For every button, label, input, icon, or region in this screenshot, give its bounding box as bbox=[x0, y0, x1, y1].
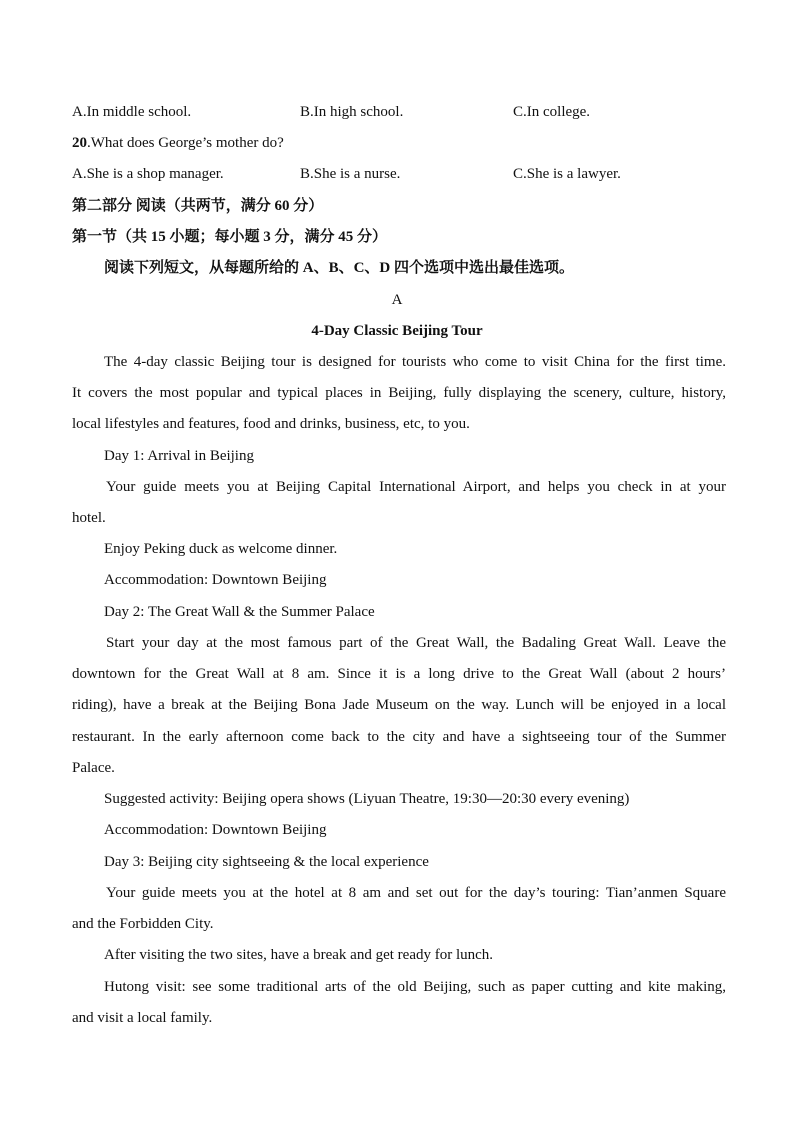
part2-suffix: 分） bbox=[289, 198, 324, 214]
sec1-prefix: 第一节（共 bbox=[72, 229, 151, 245]
day3-heading: Day 3: Beijing city sightseeing & the local experience bbox=[104, 854, 429, 870]
sec1-mid1: 小题；每小题 bbox=[165, 229, 264, 245]
day3-para1-line2: and the Forbidden City. bbox=[72, 916, 214, 932]
part2-prefix: 第二部分 阅读（共两节，满分 bbox=[72, 198, 275, 214]
day2-para1-line3: riding), have a break at the Beijing Bona Jade Museum on the way. Lunch will be enjoyed in a local bbox=[72, 697, 726, 713]
day2-para1-line2: downtown for the Great Wall at 8 am. Since it is a long drive to the Great Wall (about 2 hours’ bbox=[72, 666, 726, 682]
q19-option-b: B.In high school. bbox=[300, 104, 404, 120]
day3-para3-line2: and visit a local family. bbox=[72, 1010, 213, 1026]
reading-instruction: 阅读下列短文，从每题所给的 A、B、C、D 四个选项中选出最佳选项。 bbox=[104, 260, 575, 276]
intro-line-2: It covers the most popular and typical places in Beijing, fully displaying the scenery, culture, history, bbox=[72, 385, 726, 401]
q20-option-c: C.She is a lawyer. bbox=[513, 166, 621, 182]
q20-stem: .What does George’s mother do? bbox=[87, 135, 284, 151]
q19-option-a: A.In middle school. bbox=[72, 104, 192, 120]
passage-title: 4-Day Classic Beijing Tour bbox=[311, 323, 483, 339]
part2-score: 60 bbox=[274, 198, 290, 214]
sec1-total: 45 bbox=[338, 229, 354, 245]
q19-option-c: C.In college. bbox=[513, 104, 591, 120]
q20-number: 20 bbox=[72, 135, 87, 151]
q20-option-a: A.She is a shop manager. bbox=[72, 166, 224, 182]
day3-para2: After visiting the two sites, have a break and get ready for lunch. bbox=[104, 947, 494, 963]
day2-para1-line1: Start your day at the most famous part of the Great Wall, the Badaling Great Wall. Leave the bbox=[106, 635, 726, 651]
section1-heading bbox=[72, 227, 726, 247]
sec1-mid2: 分，满分 bbox=[270, 229, 339, 245]
day3-para3-line1: Hutong visit: see some traditional arts of the old Beijing, such as paper cutting and kite making, bbox=[104, 979, 726, 995]
intro-line-1: The 4-day classic Beijing tour is designed for tourists who come to visit China for the first time. bbox=[104, 354, 726, 370]
sec1-suffix: 分） bbox=[353, 229, 388, 245]
part2-heading bbox=[72, 196, 726, 216]
day1-para1-line2: hotel. bbox=[72, 510, 106, 526]
day1-para1-line1: Your guide meets you at Beijing Capital International Airport, and helps you check in at your bbox=[106, 479, 726, 495]
sec1-count: 15 bbox=[150, 229, 166, 245]
day2-heading: Day 2: The Great Wall & the Summer Palace bbox=[104, 604, 375, 620]
day2-para1-line4: restaurant. In the early afternoon come back to the city and have a sightseeing tour of the Summer bbox=[72, 729, 726, 745]
q20-option-b: B.She is a nurse. bbox=[300, 166, 401, 182]
q20-stem-line bbox=[72, 133, 726, 153]
day1-para2: Enjoy Peking duck as welcome dinner. bbox=[104, 541, 338, 557]
day2-suggested-activity: Suggested activity: Beijing opera shows (Liyuan Theatre, 19:30—20:30 every evening) bbox=[104, 791, 630, 807]
sec1-each: 3 bbox=[263, 229, 271, 245]
intro-line-3: local lifestyles and features, food and drinks, business, etc, to you. bbox=[72, 416, 470, 432]
day2-para1-line5: Palace. bbox=[72, 760, 115, 776]
day1-accommodation: Accommodation: Downtown Beijing bbox=[104, 572, 327, 588]
day3-para1-line1: Your guide meets you at the hotel at 8 am and set out for the day’s touring: Tian’anmen Square bbox=[106, 885, 726, 901]
day1-heading: Day 1: Arrival in Beijing bbox=[104, 448, 254, 464]
day2-accommodation: Accommodation: Downtown Beijing bbox=[104, 822, 327, 838]
passage-label: A bbox=[391, 292, 403, 308]
